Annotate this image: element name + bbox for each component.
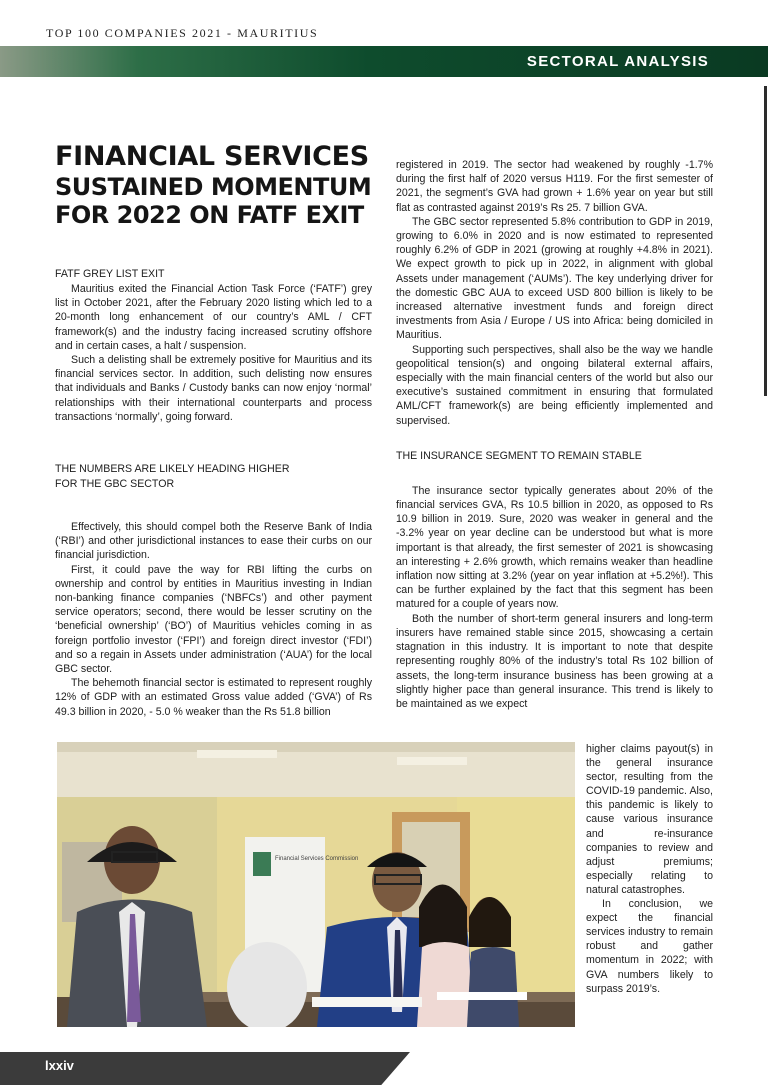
right-column <box>396 158 713 711</box>
article-title <box>55 140 372 240</box>
paragraph: Mauritius exited the Financial Action Task Force (‘FATF’) grey list in October 2021, after the February 2020 listing which led to a 20-month long enhancement of our country’s AML / CFT framework(s) and the industry facing increased scrutiny offshore and in certain cases, a halt / suspension. <box>55 283 372 352</box>
title-line-2: SUSTAINED MOMENTUM <box>55 173 372 201</box>
paragraph: The behemoth financial sector is estimated to represent roughly 12% of GDP with an estimated Gross value added (‘GVA’) of Rs 49.3 billion in 2020, - 5.0 % weaker than the Rs 51.8 billion <box>55 677 372 718</box>
paragraph: First, it could pave the way for RBI lifting the curbs on ownership and control by entities in Mauritius investing in Indian non-banking finance companies (‘NBFCs’) and other payment service operators; second, there would be lesser scrutiny on the ‘beneficial ownership’ (‘BO’) of Mauritius vehicles coming in as foreign portfolio investor (‘FPI’) and foreign direct investor (‘FDI’) and so a regain in Assets under administration (‘AUA’) for the local GBC sector. <box>55 563 372 676</box>
paragraph: Such a delisting shall be extremely positive for Mauritius and its financial services sector. In addition, such delisting now ensures that individuals and Banks / Custody banks can now enjoy ‘normal’ relationships with their international counterparts and process transactions ‘normally’, going forward. <box>55 354 372 423</box>
publication-label: TOP 100 COMPANIES 2021 - MAURITIUS <box>46 26 319 40</box>
title-line-3: FOR 2022 ON FATF EXIT <box>55 201 364 229</box>
paragraph: Supporting such perspectives, shall also be the way we handle geopolitical tension(s) and ongoing bilateral external affairs, especially with the main financial centers of the world but also our executive’s sustained commitment in ensuring that formulated AML/CFT framework(s) are being efficiently implemented and supervised. <box>396 343 713 427</box>
paragraph: Both the number of short-term general insurers and long-term insurers have remained stable since 2015, showcasing a certain stagnation in this industry. It is important to note that despite representing roughly 80% of the industry’s total Rs 102 billion of assets, the long-term insurance business has been growing at a slightly higher pace than general insurance. This trend is likely to be maintained as we expect <box>396 612 713 710</box>
subheading-numbers-1: THE NUMBERS ARE LIKELY HEADING HIGHER <box>55 463 290 476</box>
wrap-column <box>586 742 713 996</box>
banner-text: Financial Services Commission <box>275 856 359 862</box>
press-conference-photo <box>57 742 575 1027</box>
subheading-fatf: FATF GREY LIST EXIT <box>55 268 165 280</box>
paragraph: Effectively, this should compel both the Reserve Bank of India (‘RBI’) and other jurisdictional instances to ease their curbs on our financial jurisdiction. <box>55 521 372 562</box>
paragraph: In conclusion, we expect the financial services industry to remain robust and gather momentum in 2022; with GVA numbers likely to surpass 2019’s. <box>586 898 713 995</box>
paragraph: higher claims payout(s) in the general insurance sector, resulting from the COVID-19 pandemic. Also, this pandemic is likely to cause various insurance and re-insurance companies to review and adjust premiums; especially relating to natural catastrophes. <box>586 743 713 896</box>
paragraph: registered in 2019. The sector had weakened by roughly -1.7% during the first half of 2020 versus H119. For the first semester of 2021, the segment’s GVA had grown + 1.6% year on year but still flat as contrasted against 2019’s Rs 25. 7 billion GVA. <box>396 159 713 214</box>
margin-rule <box>764 86 767 396</box>
subheading-insurance: THE INSURANCE SEGMENT TO REMAIN STABLE <box>396 449 642 462</box>
paragraph: The GBC sector represented 5.8% contribution to GDP in 2019, growing to 6.0% in 2020 and is now estimated to represented roughly 6.2% of GDP in 2021 (growing at roughly +4.8% in 2021). We expect growth to pick up in 2022, in alignment with global Assets under management (‘AUMs’). The key underlying driver for the domestic GBC AUA to exceed USD 800 billion is likely to be increased alternative investment funds and foreign direct investments from Asia / Europe / US into Africa: being domiciled in Mauritius. <box>396 215 713 342</box>
section-title: SECTORAL ANALYSIS <box>526 53 710 70</box>
page-number: lxxiv <box>45 1058 74 1073</box>
subheading-numbers-2: FOR THE GBC SECTOR <box>55 478 175 491</box>
paragraph: The insurance sector typically generates about 20% of the financial services GVA, Rs 10.5 billion in 2020, as opposed to Rs 10.9 billion in 2019. Sure, 2020 was weaker in general and the -3.2% year on year decline can be understood but what is more important is that already, the first semester of 2021 is showcasing an interesting + 2.6% growth, which remains weaker than headline inflation now sitting at 3.2% (year on year inflation at +5.2%!). This can be further explained by the fact that this segment has been matured for a couple of years now. <box>396 484 713 611</box>
title-line-1: FINANCIAL SERVICES <box>55 141 369 172</box>
left-column <box>55 140 372 719</box>
